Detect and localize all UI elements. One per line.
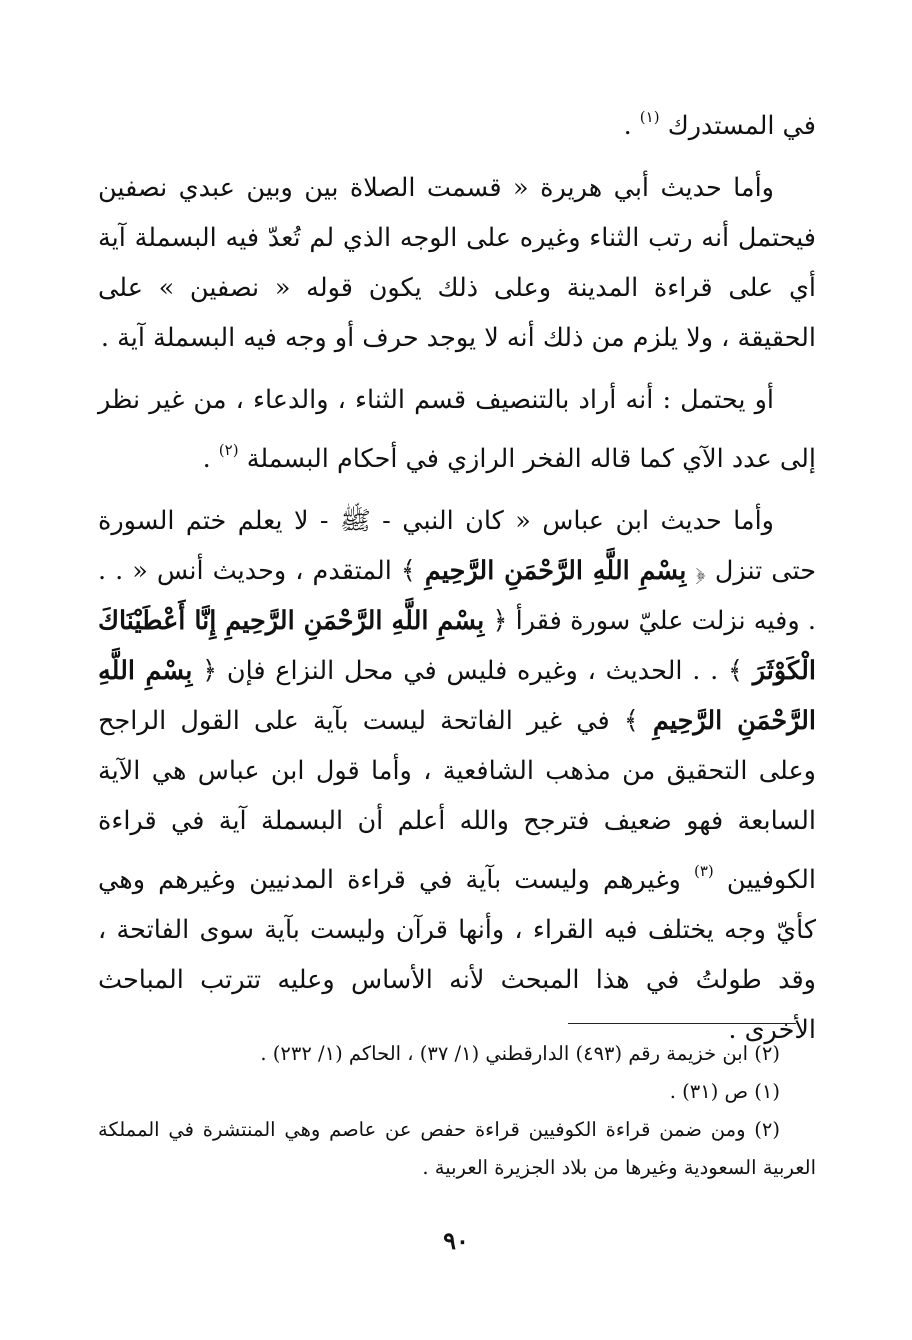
quran-verse-basmala-2: بِسْمِ اللَّهِ الرَّحْمَنِ الرَّحِيمِ [98,656,817,736]
footnote-ref-2: (٢) [218,441,239,459]
quran-verse-kawthar: بِسْمِ اللَّهِ الرَّحْمَنِ الرَّحِيمِ إِنَّا أَعْطَيْنَاكَ الْكَوْثَرَ [98,606,816,686]
paragraph-2-line-4: يلزم من ذلك أنه لا يوجد حرف أو وجه فيه البسملة آية . [100,323,679,353]
paragraph-2 [98,163,816,363]
paragraph-4-text-3: ﴾ . . الحديث ، وغيره فليس في محل النزاع فإن ﴿ [202,656,743,686]
footnote-2: (١) ص (٣١) . [669,1080,780,1103]
page-number: ٩٠ [443,1226,469,1255]
paragraph-3-line-2: إلى عدد الآي كما قاله الفخر الرازي في أحكام البسملة [246,444,816,474]
paragraph-2-line-2: فيحتمل أنه رتب الثناء وغيره على الوجه الذي لم تُعدّ فيه البسملة آية أي [98,223,816,303]
paragraph-4-text-2: ﴾ المتقدم ، وحديث أنس « . . . وفيه نزلت عليّ سورة فقرأ ﴿ [98,556,816,636]
paragraph-4 [98,496,816,1055]
paragraph-1 [98,92,816,151]
footnote-ref-3: (٣) [693,862,714,880]
footnote-separator [568,1023,796,1024]
quran-verse-basmala-1: بِسْمِ اللَّهِ الرَّحْمَنِ الرَّحِيمِ [424,556,687,586]
paragraph-2-line-1: وأما حديث أبي هريرة « قسمت الصلاة بين وبين عبدي نصفين [98,173,774,203]
footnote-1: (٢) ابن خزيمة رقم (٤٩٣) الدارقطني (١/ ٣٧) ، الحاكم (١/ ٢٣٢) . [260,1042,780,1065]
footnote-ref-1: (١) [639,108,660,126]
main-text [98,92,816,1055]
paragraph-4-text-4: ﴾ في غير الفاتحة ليست بآية على القول الراجح وعلى التحقيق من مذهب الشافعية ، وأما قول ابن عباس هي الآية السابعة فهو ضعيف فترجح والله أعلم أن البسملة آية في قراءة الكوفيين [98,706,817,895]
paragraph-3 [98,375,816,484]
paragraph-4-text-1: وأما حديث ابن عباس « كان النبي - ﷺ - لا يعلم ختم السورة حتى تنزل ﴿ [98,506,817,586]
footnotes [98,1035,816,1187]
paragraph-1-end: . [623,111,640,141]
footnote-3: (٢) ومن ضمن قراءة الكوفيين قراءة حفص عن عاصم وهي المنتشرة في المملكة العربية السعودية وغيرها من بلاد الجزيرة العربية . [98,1118,816,1179]
paragraph-3-end: . [202,444,219,474]
paragraph-4-text-5: وغيرهم وليست بآية في قراءة المدنيين وغيرهم وهي كأيّ وجه يختلف فيه القراء ، وأنها قرآن وليست بآية سوى الفاتحة ، وقد طولتُ في هذا المبحث لأنه الأساس وعليه تترتب المباحث الأخرى . [98,865,817,1045]
paragraph-1-text: في المستدرك [667,111,816,141]
paragraph-3-line-1: أو يحتمل : أنه أراد بالتنصيف قسم الثناء ، والدعاء ، من غير نظر [98,385,774,415]
paragraph-2-line-3: على قراءة المدينة وعلى ذلك يكون قوله « نصفين » على الحقيقة ، ولا [98,273,816,353]
